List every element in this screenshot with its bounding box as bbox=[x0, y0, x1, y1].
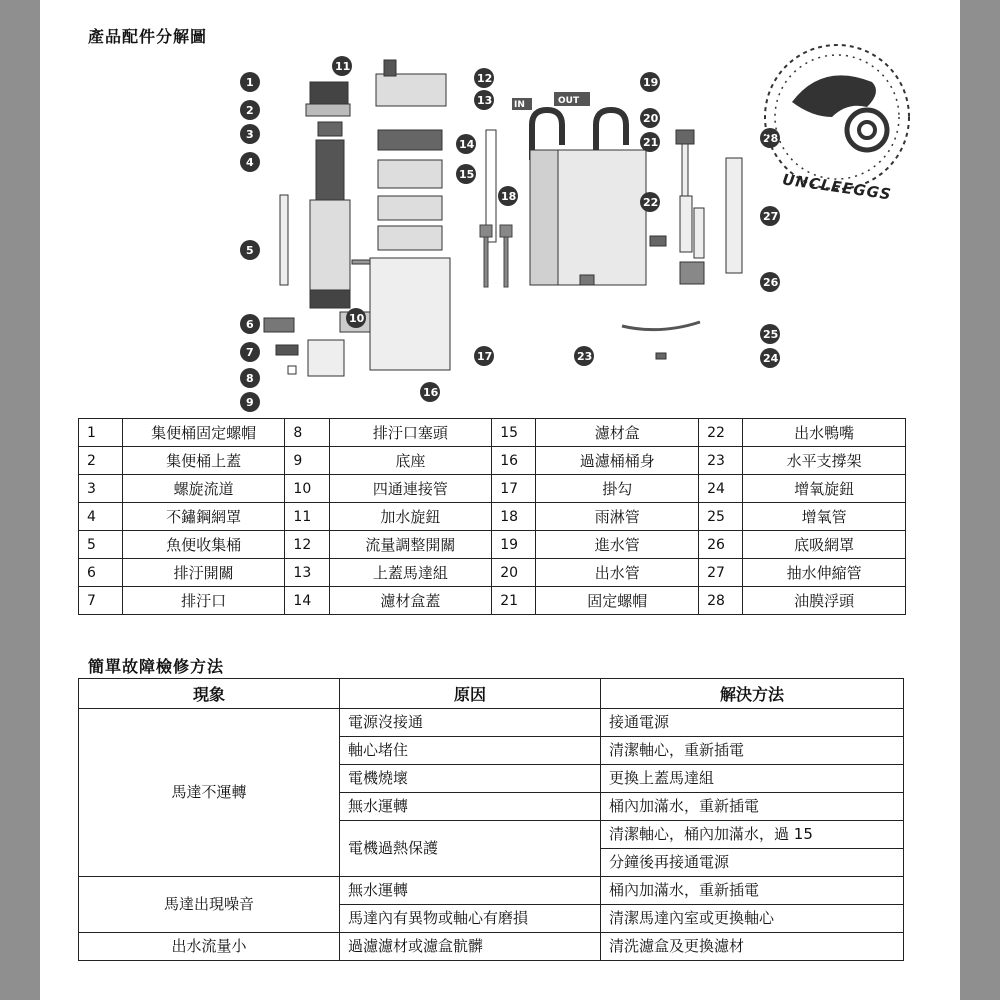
symptom-cell: 出水流量小 bbox=[79, 933, 340, 961]
part-name: 集便桶上蓋 bbox=[122, 447, 285, 475]
logo-text: UNCLEEGGS bbox=[781, 170, 893, 204]
part-number: 15 bbox=[492, 419, 536, 447]
header-cause: 原因 bbox=[340, 679, 601, 709]
part-name: 排汙口塞頭 bbox=[329, 419, 492, 447]
cause-cell: 無水運轉 bbox=[340, 793, 601, 821]
part-number: 10 bbox=[285, 475, 329, 503]
part-name: 增氧旋鈕 bbox=[743, 475, 906, 503]
callout-7: 7 bbox=[246, 346, 254, 359]
parts-table bbox=[78, 418, 906, 615]
callout-5: 5 bbox=[246, 244, 254, 257]
part-number: 6 bbox=[79, 559, 123, 587]
part-name: 底座 bbox=[329, 447, 492, 475]
part-number: 24 bbox=[699, 475, 743, 503]
part-number: 22 bbox=[699, 419, 743, 447]
fix-cell: 清潔軸心，重新插電 bbox=[601, 737, 904, 765]
part-number: 4 bbox=[79, 503, 123, 531]
fix-cell: 桶內加滿水，重新插電 bbox=[601, 877, 904, 905]
cause-cell: 馬達內有異物或軸心有磨損 bbox=[340, 905, 601, 933]
part-number: 28 bbox=[699, 587, 743, 615]
part-number: 3 bbox=[79, 475, 123, 503]
table-row bbox=[79, 531, 906, 559]
part-name: 上蓋馬達組 bbox=[329, 559, 492, 587]
section-title-troubleshooting: 簡單故障檢修方法 bbox=[88, 657, 225, 676]
callout-19: 19 bbox=[643, 76, 659, 89]
callout-28: 28 bbox=[763, 132, 779, 145]
part-number: 26 bbox=[699, 531, 743, 559]
table-header-row bbox=[79, 679, 904, 709]
fix-cell: 清潔馬達內室或更換軸心 bbox=[601, 905, 904, 933]
callout-23: 23 bbox=[577, 350, 593, 363]
fix-cell: 桶內加滿水，重新插電 bbox=[601, 793, 904, 821]
callout-27: 27 bbox=[763, 210, 779, 223]
callout-11: 11 bbox=[335, 60, 351, 73]
fix-cell: 分鐘後再接通電源 bbox=[601, 849, 904, 877]
callout-10: 10 bbox=[349, 312, 365, 325]
cause-cell: 電源沒接通 bbox=[340, 709, 601, 737]
table-row bbox=[79, 709, 904, 737]
callout-9: 9 bbox=[246, 396, 254, 409]
part-number: 2 bbox=[79, 447, 123, 475]
symptom-cell: 馬達出現噪音 bbox=[79, 877, 340, 933]
collector-assembly bbox=[264, 82, 382, 376]
part-name: 排汙口 bbox=[122, 587, 285, 615]
part-number: 11 bbox=[285, 503, 329, 531]
table-row bbox=[79, 475, 906, 503]
part-number: 20 bbox=[492, 559, 536, 587]
part-name: 進水管 bbox=[536, 531, 699, 559]
table-row bbox=[79, 503, 906, 531]
part-name: 水平支撐架 bbox=[743, 447, 906, 475]
part-number: 21 bbox=[492, 587, 536, 615]
part-number: 9 bbox=[285, 447, 329, 475]
part-name: 抽水伸縮管 bbox=[743, 559, 906, 587]
part-name: 增氧管 bbox=[743, 503, 906, 531]
callout-26: 26 bbox=[763, 276, 779, 289]
part-number: 18 bbox=[492, 503, 536, 531]
cause-cell: 電機過熱保護 bbox=[340, 821, 601, 877]
section-title-exploded-view: 產品配件分解圖 bbox=[88, 27, 208, 46]
part-name: 集便桶固定螺帽 bbox=[122, 419, 285, 447]
cause-cell: 軸心堵住 bbox=[340, 737, 601, 765]
part-name: 過濾桶桶身 bbox=[536, 447, 699, 475]
callout-1: 1 bbox=[246, 76, 254, 89]
callout-4: 4 bbox=[246, 156, 254, 169]
table-row bbox=[79, 587, 906, 615]
part-name: 濾材盒 bbox=[536, 419, 699, 447]
callout-22: 22 bbox=[643, 196, 659, 209]
header-symptom: 現象 bbox=[79, 679, 340, 709]
callout-6: 6 bbox=[246, 318, 254, 331]
fix-cell: 接通電源 bbox=[601, 709, 904, 737]
part-number: 27 bbox=[699, 559, 743, 587]
callout-20: 20 bbox=[643, 112, 659, 125]
callout-15: 15 bbox=[459, 168, 475, 181]
filter-body bbox=[530, 110, 646, 285]
table-row bbox=[79, 447, 906, 475]
part-name: 濾材盒蓋 bbox=[329, 587, 492, 615]
callout-16: 16 bbox=[423, 386, 439, 399]
part-name: 出水鴨嘴 bbox=[743, 419, 906, 447]
part-name: 四通連接管 bbox=[329, 475, 492, 503]
cause-cell: 過濾濾材或濾盒骯髒 bbox=[340, 933, 601, 961]
part-name: 流量調整開關 bbox=[329, 531, 492, 559]
table-row bbox=[79, 877, 904, 905]
out-label: OUT bbox=[558, 96, 580, 106]
part-number: 16 bbox=[492, 447, 536, 475]
in-label: IN bbox=[514, 100, 525, 110]
callout-3: 3 bbox=[246, 128, 254, 141]
part-name: 螺旋流道 bbox=[122, 475, 285, 503]
part-name: 排汙開關 bbox=[122, 559, 285, 587]
part-number: 19 bbox=[492, 531, 536, 559]
callout-24: 24 bbox=[763, 352, 779, 365]
fix-cell: 清潔軸心，桶內加滿水，過 15 bbox=[601, 821, 904, 849]
troubleshooting-table bbox=[78, 678, 904, 961]
part-name: 固定螺帽 bbox=[536, 587, 699, 615]
part-name: 加水旋鈕 bbox=[329, 503, 492, 531]
callout-21: 21 bbox=[643, 136, 659, 149]
part-name: 雨淋管 bbox=[536, 503, 699, 531]
part-name: 魚便收集桶 bbox=[122, 531, 285, 559]
table-row bbox=[79, 933, 904, 961]
part-number: 5 bbox=[79, 531, 123, 559]
part-number: 1 bbox=[79, 419, 123, 447]
callout-18: 18 bbox=[501, 190, 517, 203]
part-number: 13 bbox=[285, 559, 329, 587]
callout-8: 8 bbox=[246, 372, 254, 385]
callout-2: 2 bbox=[246, 104, 254, 117]
part-name: 掛勾 bbox=[536, 475, 699, 503]
cause-cell: 無水運轉 bbox=[340, 877, 601, 905]
callout-13: 13 bbox=[477, 94, 493, 107]
part-name: 油膜浮頭 bbox=[743, 587, 906, 615]
callout-14: 14 bbox=[459, 138, 475, 151]
fix-cell: 更換上蓋馬達組 bbox=[601, 765, 904, 793]
callout-25: 25 bbox=[763, 328, 779, 341]
table-row bbox=[79, 559, 906, 587]
callout-17: 17 bbox=[477, 350, 493, 363]
symptom-cell: 馬達不運轉 bbox=[79, 709, 340, 877]
part-number: 8 bbox=[285, 419, 329, 447]
part-number: 7 bbox=[79, 587, 123, 615]
part-number: 23 bbox=[699, 447, 743, 475]
table-row bbox=[79, 419, 906, 447]
filter-media-boxes bbox=[370, 60, 450, 370]
cause-cell: 電機燒壞 bbox=[340, 765, 601, 793]
fix-cell: 清洗濾盒及更換濾材 bbox=[601, 933, 904, 961]
header-solution: 解決方法 bbox=[601, 679, 904, 709]
part-name: 不鏽鋼網罩 bbox=[122, 503, 285, 531]
part-name: 底吸網罩 bbox=[743, 531, 906, 559]
part-name: 出水管 bbox=[536, 559, 699, 587]
part-number: 12 bbox=[285, 531, 329, 559]
part-number: 25 bbox=[699, 503, 743, 531]
part-number: 17 bbox=[492, 475, 536, 503]
part-number: 14 bbox=[285, 587, 329, 615]
callout-12: 12 bbox=[477, 72, 493, 85]
